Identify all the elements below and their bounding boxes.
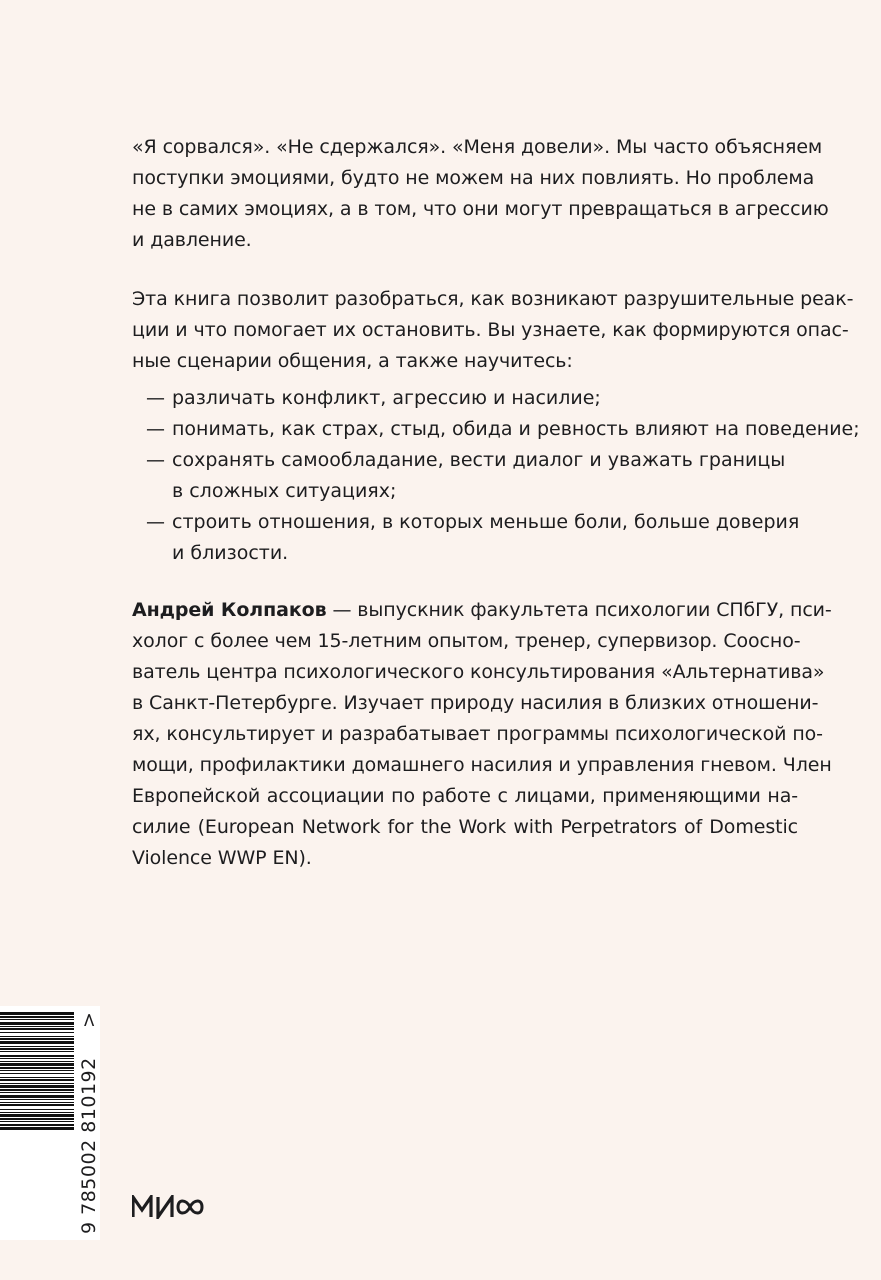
barcode-bar (0, 1016, 74, 1018)
isbn-barcode (0, 1006, 100, 1240)
list-item (146, 383, 806, 414)
barcode-bar (0, 1092, 74, 1093)
list-item-text: в сложных ситуациях; (172, 480, 397, 502)
list-item-text: строить отношения, в которых меньше боли, больше доверия (172, 511, 800, 533)
list-item (146, 507, 806, 569)
barcode-bar (0, 1102, 74, 1103)
author-bio-line: Violence WWP EN). (132, 847, 312, 869)
barcode-bar (0, 1041, 74, 1044)
author-bio-line: в Санкт-Петербурге. Изучает природу насилия в близких отношени- (132, 692, 819, 714)
barcode-bar (0, 1032, 74, 1033)
barcode-bar (0, 1104, 74, 1106)
barcode-bar (0, 1099, 74, 1100)
barcode-bar (0, 1048, 74, 1050)
barcode-bar (0, 1051, 74, 1052)
author-bio-line: холог с более чем 15-летним опытом, тренер, супервизор. Соосно- (132, 630, 801, 652)
barcode-bar (0, 1046, 74, 1047)
barcode-bar (0, 1055, 74, 1057)
description-line: ции и что помогает их остановить. Вы узнаете, как формируются опас- (132, 319, 849, 341)
barcode-bar (0, 1058, 74, 1059)
barcode-bars (0, 1012, 74, 1130)
dash-marker: — (146, 511, 165, 533)
book-description (132, 284, 854, 377)
barcode-bar (0, 1073, 74, 1074)
barcode-bar (0, 1109, 74, 1110)
barcode-bar (0, 1070, 74, 1071)
list-item-text: различать конфликт, агрессию и насилие; (172, 387, 601, 409)
list-item-text: сохранять самообладание, вести диалог и уважать границы (172, 449, 786, 471)
author-bio (132, 595, 832, 874)
barcode-graphic (0, 1006, 100, 1240)
barcode-bar (0, 1067, 74, 1069)
intro-paragraph (132, 132, 829, 256)
barcode-bar (0, 1061, 74, 1062)
barcode-bar (0, 1012, 74, 1015)
barcode-bar (0, 1063, 74, 1066)
intro-line: и давление. (132, 229, 252, 251)
description-line: ные сценарии общения, а также научитесь: (132, 350, 573, 372)
author-bio-line: силие (European Network for the Work with Perpetrators of Domestic (132, 816, 798, 838)
barcode-bar (0, 1022, 74, 1025)
description-line: Эта книга позволит разобраться, как возникают разрушительные реак- (132, 288, 854, 310)
dash-marker: — (146, 418, 165, 440)
list-item (146, 414, 860, 445)
author-bio-line: ватель центра психологического консультирования «Альтернатива» (132, 661, 825, 683)
barcode-bar (0, 1026, 74, 1027)
intro-line: поступки эмоциями, будто не можем на них повлиять. Но проблема (132, 167, 815, 189)
list-item-text: и близости. (172, 542, 289, 564)
barcode-bar (0, 1124, 74, 1126)
barcode-bar (0, 1095, 74, 1098)
barcode-bar (0, 1085, 74, 1088)
barcode-bar (0, 1036, 74, 1037)
list-item-text: понимать, как страх, стыд, обида и ревность влияют на поведение; (172, 418, 860, 440)
barcode-bar (0, 1077, 74, 1078)
dash-marker: — (146, 387, 165, 409)
barcode-bar (0, 1083, 74, 1084)
author-bio-text: — выпускник факультета психологии СПбГУ, пси- (326, 599, 832, 621)
barcode-bar (0, 1028, 74, 1030)
list-item (146, 445, 806, 507)
isbn-digits: 9 785002 810192 (78, 1057, 100, 1234)
barcode-bar (0, 1121, 74, 1122)
publisher-logo (132, 1195, 214, 1225)
barcode-bar (0, 1019, 74, 1020)
author-bio-line (132, 595, 832, 626)
barcode-bar (0, 1112, 74, 1113)
barcode-bar (0, 1089, 74, 1091)
dash-marker: — (146, 449, 165, 471)
mif-logo-graphic (132, 1195, 214, 1219)
barcode-bar (0, 1127, 74, 1130)
barcode-bar (0, 1079, 74, 1081)
intro-line: «Я сорвался». «Не сдержался». «Меня довели». Мы часто объясняем (132, 136, 823, 158)
barcode-bar (0, 1118, 74, 1120)
isbn-arrow: > (78, 1012, 100, 1028)
author-name: Андрей Колпаков (132, 599, 327, 621)
author-bio-line: Европейской ассоциации по работе с лицами, применяющими на- (132, 785, 798, 807)
author-bio-line: мощи, профилактики домашнего насилия и управления гневом. Член (132, 754, 832, 776)
barcode-bar (0, 1038, 74, 1040)
intro-line: не в самих эмоциях, а в том, что они могут превращаться в агрессию (132, 198, 829, 220)
author-bio-line: ях, консультирует и разрабатывает программы психологической по- (132, 723, 823, 745)
barcode-bar (0, 1114, 74, 1117)
skills-list (146, 383, 860, 569)
